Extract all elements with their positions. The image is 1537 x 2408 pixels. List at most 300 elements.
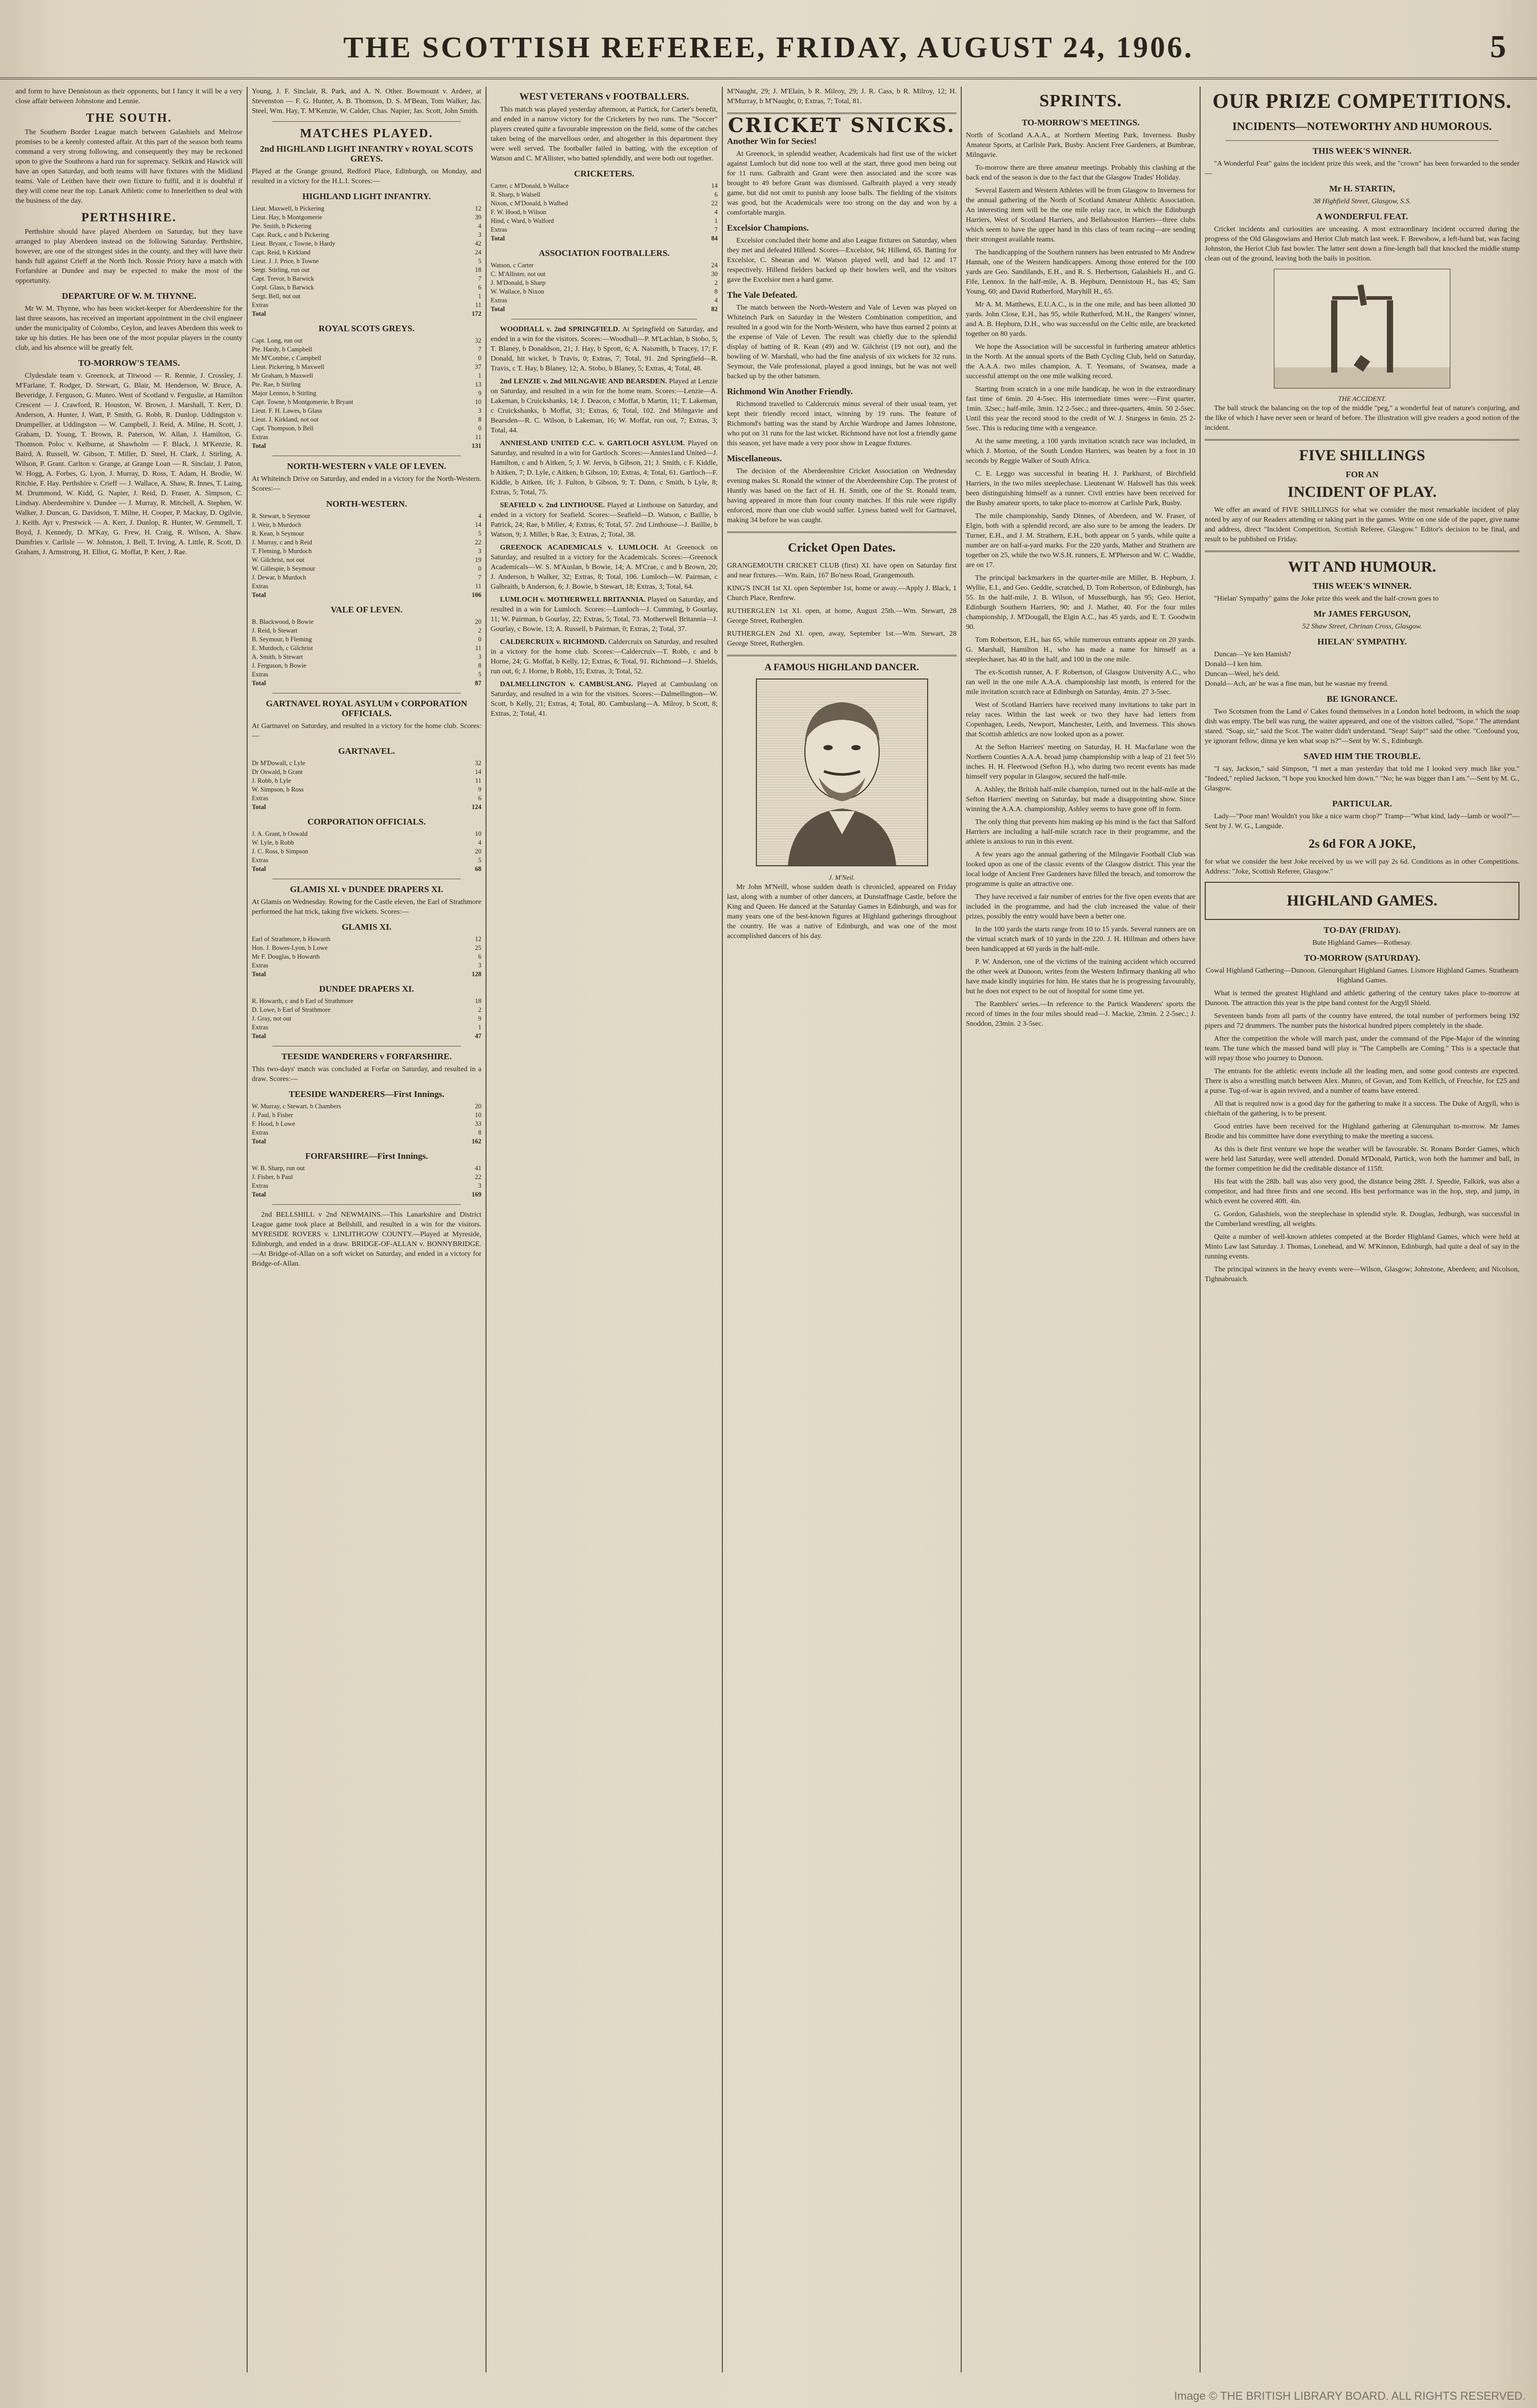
batsman: Total: [491, 305, 505, 313]
match-heading: TEESIDE WANDERERS v FORFARSHIRE.: [281, 1052, 452, 1061]
runs: 8: [478, 1129, 481, 1136]
scorecard-total: [252, 1190, 481, 1199]
scorecard-row: [252, 838, 481, 847]
stumps-illustration: [1274, 269, 1450, 389]
hg-tomorrow-heading: TO-MORROW (SATURDAY).: [1304, 953, 1420, 963]
sprints-text: In the 100 yards the starts range from 10 to 15 yards. Several runners are on the virtual scratch mark of 10 yards in the 220. J. H. Hillman and others have been handicapped at 60 yards in the half-mile.: [966, 926, 1195, 953]
sprints-heading: SPRINTS.: [1039, 91, 1122, 110]
sprints-text: At the same meeting, a 100 yards invitation scratch race was included, in which J. Morton, of the South London Harriers, was beaten by a foot in 10 seconds by Reggie Walker of South Africa.: [966, 438, 1195, 465]
scorecard-row: [252, 626, 481, 635]
batsman: Major Lennox, b Stirling: [252, 390, 316, 397]
wit-text: "Hielan' Sympathy" gains the Joke prize this week and the half-crown goes to: [1214, 595, 1439, 603]
match-heading: ANNIESLAND UNITED C.C. v. GARTLOCH ASYLUM.: [500, 440, 685, 447]
batsman: Extras: [252, 583, 268, 590]
batsman: J. C. Ross, b Simpson: [252, 848, 309, 855]
batsman: Capt. Long, run out: [252, 337, 303, 344]
runs: 6: [478, 284, 481, 291]
wit-winner-name: Mr JAMES FERGUSON,: [1313, 609, 1411, 619]
batsman: Mr Graham, b Maxwell: [252, 372, 313, 379]
five-shillings-sub: FOR AN: [1346, 470, 1379, 479]
batsman: J. Fisher, b Paul: [252, 1173, 293, 1181]
south-text: The Southern Border League match between Galashiels and Melrose promises to be a keenly contested affair. At this part of the season both teams command a very strong following, and consequently they may be reckoned upon to give the Southrons a hard run for supremacy. Selkirk and Hawick will have an open Saturday, and both teams will have fixtures with the Midland teams. Vale of Leithen have their own fixture to fulfil, and it is doubtful if they will come near the top. Lanark Athletic come to Innerleithen to deal with the business of the day.: [15, 128, 242, 205]
match-heading: DALMELLINGTON v. CAMBUSLANG.: [500, 681, 633, 688]
dancer-text: Mr John M'Neill, whose sudden death is chronicled, appeared on Friday last, along with a number of other dancers, at Dunstaffnage Castle, before the King and Queen. He danced at the Saturday Games in Edinburgh, and was for many years one of the best-known figures at Highland gatherings throughout the country. He was a native of Edinburgh, and was one of the most accomplished dancers of his day.: [727, 883, 957, 940]
scorecard-row: [252, 1164, 481, 1173]
team-heading: GARTNAVEL.: [338, 746, 395, 756]
runs: 87: [475, 680, 481, 687]
scorecard-row: [252, 239, 481, 248]
sprints-text: Tom Robertson, E.H., has 65, while numerous entrants appear on 20 yards. G. Marshall, Hamilton H., who has made a name for himself as a steeplechaser, has 40 in the half, and 100 in the one mile.: [966, 636, 1195, 664]
scorecard-row: [252, 222, 481, 231]
runs: 32: [475, 337, 481, 344]
scorecard-row: [252, 512, 481, 521]
scorecard-total: [252, 803, 481, 812]
batsman: Dr Oswald, b Grant: [252, 768, 303, 775]
scorecard-row: [252, 573, 481, 582]
open-date-item: GRANGEMOUTH CRICKET CLUB (first) XI. have open on Saturday first and near fixtures.—Wm. Rain, 167 Bo'ness Road, Grangemouth.: [727, 562, 957, 579]
scorecard: [252, 336, 481, 450]
sprints-text: A. Ashley, the British half-mile champion, turned out in the half-mile at the Sefton Harriers' meeting on Saturday, but made a disappointing show. Since winning the A.A.A. championship, Ashley seems to have gone off in form.: [966, 786, 1195, 813]
runs: 18: [475, 997, 481, 1005]
incident-of-play-heading: INCIDENT OF PLAY.: [1287, 483, 1437, 500]
runs: 22: [475, 539, 481, 546]
batsman: Lieut. Hay, b Montgomerie: [252, 214, 322, 221]
runs: 5: [478, 856, 481, 864]
match-text: Played at Cambuslang on Saturday, and resulted in a win for the visitors. Scores:—Dalmellington—W. Scott, b Kelly, 21; Extras, 4; Total, 80. Cambuslang—A. Milroy, b Scott, 8; Extras, 2; Total, 41.: [491, 681, 718, 718]
snick-title: Another Win for Secies!: [727, 136, 817, 146]
sprints-text: Starting from scratch in a one mile handicap, he won in the extraordinary fast time of 6min. 20 4-5sec. His intermediate times were:—First quarter, 1min. 32sec.; half-mile, 3min. 12 2-5sec.; and three-quarters, 4min. 50 2-5sec. Until this year the record stood to the credit of W. J. Sturgess in 6min. 25 2-5sec. This is reducing time with a vengeance.: [966, 385, 1195, 432]
south-heading: THE SOUTH.: [86, 111, 172, 125]
runs: 6: [478, 953, 481, 960]
batsman: Lieut. J. Kirkland, not out: [252, 416, 319, 423]
scorecard-row: [491, 190, 718, 199]
wit-winner-address: 52 Shaw Street, Chrinan Cross, Glasgow.: [1302, 623, 1422, 631]
runs: 3: [478, 962, 481, 969]
joke-prize-heading: 2s 6d FOR A JOKE,: [1308, 837, 1416, 851]
batsman: Extras: [252, 1182, 268, 1189]
scorecard-row: [252, 644, 481, 653]
hg-today-list: Bute Highland Games—Rothesay.: [1312, 939, 1412, 947]
highland-games-box: [1205, 882, 1519, 920]
batsman: B. Seymour, b Fleming: [252, 636, 312, 643]
batsman: Capt. Reid, b Kirkland: [252, 249, 311, 256]
column-rule: [247, 87, 248, 2372]
batsman: J. M'Donald, b Sharp: [491, 279, 546, 286]
dancer-portrait-drawing: [757, 680, 927, 865]
scorecard: [252, 1164, 481, 1199]
match-heading: 2nd LENZIE v. 2nd MILNGAVIE AND BEARSDEN.: [500, 378, 667, 385]
hg-text: Seventeen bands from all parts of the country have entered, the total number of performers being 192 pipers and 72 drummers. The number puts the historical hundred pipers completely in the shade.: [1205, 1012, 1519, 1030]
snick-title: Richmond Win Another Friendly.: [727, 386, 853, 396]
sprints-text: At the Sefton Harriers' meeting on Saturday, H. H. Macfarlane won the Northern Counties A.A.A. broad jump championship with a leap of 21 feet 5½ inches. H. H. Fleetwood (Sefton H.), who during two recent events has made himself very popular in Glasgow, secured the half-mile.: [966, 744, 1195, 781]
matches-played-heading: MATCHES PLAYED.: [300, 127, 433, 140]
joke-heading: PARTICULAR.: [1332, 799, 1392, 809]
five-shillings-heading: FIVE SHILLINGS: [1299, 447, 1426, 464]
snick-text: The decision of the Aberdeenshire Cricket Association on Wednesday evening makes St. Ronald the winner of the Aberdeenshire Cup. The protest of Huntly was based on the fact of H. H. Smith, one of the St. Ronald team, having appeared in more than four county matches. If this rule were rigidly enforced, more than one club would suffer. Lyness batted well for Gartnavel, making 34 before he was caught.: [727, 467, 957, 524]
sprints-text: The handicapping of the Southern runners has been entrusted to Mr Andrew Hannah, one of the Western handicappers. Among those entered for the 100 yards are Geo. Sandilands, E.H., and R. S. Herbertson, Galashiels H., and G. Fife, Lennox. In the half-mile, A. B. Hepburn, Dennistoun H., has 45; Sam Young, 60; and David Rutherford, Maryhill H., 65.: [966, 249, 1195, 296]
runs: 84: [711, 235, 718, 242]
scorecard-row: [252, 1006, 481, 1014]
scorecard-row: [252, 363, 481, 371]
runs: 68: [475, 865, 481, 872]
perthshire-text: Perthshire should have played Aberdeen on Saturday, but they have arranged to play Aberdeen instead on the following Saturday. Perthshire, however, are one of the strongest sides in the county, and they will have their hands full against Crieff at the North Inch. Rossie Priory have a match with Forfarshire at Dundee and may be expected to make the most of the opportunity.: [15, 228, 242, 285]
batsman: Extras: [252, 433, 268, 441]
col4-intro: M'Naught, 29; J. M'Elain, b R. Milroy, 29; J. R. Cass, b R. Milroy, 12; H. M'Murray, b M'Naught, 0; Extras, 7; Total, 81.: [727, 88, 957, 105]
runs: 3: [478, 547, 481, 555]
runs: 0: [478, 354, 481, 362]
runs: 11: [475, 583, 481, 590]
scorecard-row: [252, 830, 481, 838]
runs: 11: [475, 433, 481, 441]
open-date-item: RUTHERGLEN 2nd XI. open, away, September 1st.—Wm. Stewart, 28 George Street, Rutherglen.: [727, 630, 957, 648]
scorecard-row: [252, 582, 481, 591]
hg-text: His feat with the 28lb. ball was also very good, the distance being 28ft. J. Speedie, Falkirk, was also a competitor, and had three firsts and one second. His best performance was in the hop, step, and jump, in which event he covered 40ft. 4in.: [1205, 1178, 1519, 1205]
runs: 2: [478, 627, 481, 634]
scorecard: [491, 182, 718, 243]
batsman: Pte. Hardy, b Campbell: [252, 346, 312, 353]
team-heading: DUNDEE DRAPERS XI.: [319, 984, 414, 994]
dancer-caption: J. M'Neil.: [829, 874, 855, 881]
scorecard-row: [252, 653, 481, 661]
runs: 0: [478, 425, 481, 432]
scorecard-row: [252, 415, 481, 424]
column-rule: [486, 87, 487, 2372]
scorecard-row: [252, 564, 481, 573]
runs: 24: [475, 249, 481, 256]
snick-text: Excelsior concluded their home and also League fixtures on Saturday, when they met and defeated Hillend. Scores—Excelsior, 94; Hillend, 65. Batting for Excelsior, C. Shearan and W. Watson played well, and had 12 and 17 respectively. Hillend fielders backed up their bowlers well, and the visitors gave the Excelsior men a hard game.: [727, 237, 957, 284]
batsman: Lieut. Bryant, c Towne, b Hardy: [252, 240, 336, 247]
scorecard-row: [252, 407, 481, 415]
scorecard: [252, 997, 481, 1041]
sprints-text: P. W. Anderson, one of the victims of the training accident which occurred the other week at Dunoon, writes from the Western Infirmary thanking all who have made kindly inquiries for him. He states that he is progressing favourably, but he does not expect to be out of hospital for some time yet.: [966, 958, 1195, 995]
scorecard-row: [252, 997, 481, 1006]
batsman: J. Ferguson, b Bowie: [252, 662, 306, 669]
runs: 19: [475, 556, 481, 563]
page-number: 5: [1490, 29, 1506, 64]
scorecard-total: [491, 305, 718, 314]
column-2: [252, 87, 481, 2372]
hg-text: Quite a number of well-known athletes competed at the Border Highland Games, which were held at Minto Law last Saturday. J. Thomas, Lonehead, and W. M'Kinnon, Edinburgh, had quite a deal of say in the running events.: [1205, 1233, 1519, 1260]
batsman: Lieut. Pickering, b Maxwell: [252, 363, 325, 370]
scorecard-row: [252, 398, 481, 407]
sprints-text: The mile championship, Sandy Dinnes, of Aberdeen, and W. Fraser, of Elgin, both with a splendid record, are also sure to be among the leaders. Dr Turner, E.H., and J. M. Strathern, E.H., both appear on 5 yards, while quite a number are on half-a-yard marks. For the 220 yards, Mather and Strathern are together on 25, while the two W.S.H. runners, E. M'Pherson and W. C. Waddie, are on 17.: [966, 512, 1195, 569]
batsman: F. W. Hood, b Wilson: [491, 208, 546, 216]
runs: 14: [475, 768, 481, 775]
teams-text: Clydesdale team v. Greenock, at Titwood — R. Rennie, J. Crossley, J. M'Farlane, T. Rodger, D. Stewart, G. Blair, M. Henderson, W. Bruce, A. Beveridge, J. Ferguson, G. Munro. West of Scotland v. Ferguslie, at Hamilton Crescent — J. Crawford, R. Houston, W. Brown, J. Marshall, T. Kerr, D. Anderson, A. Hunter, J. Watt, P. Smith, G. Robb, R. Dunlop. Uddingston v. Drumpellier, at Uddingston — W. Campbell, J. Reid, A. Milne, H. Scott, J. Graham, D. Young, T. Brown, R. Paterson, W. Allan, J. Hamilton, G. Thomson. Poloc v. Kelburne, at Shawholm — F. Black, J. M'Kenzie, R. Baird, A. Russell, W. Gibson, T. Miller, D. Steel, H. Clark, J. Stirling, A. Wilson, P. Grant. Carlton v. Grange, at Grange Loan — R. Sinclair, J. Paton, W. Hogg, A. Forbes, G. Lyon, J. Murray, D. Ross, T. Adam, H. Brodie, W. Ritchie, F. Hay. Perthshire v. Crieff — J. Wallace, A. Shaw, R. Innes, T. Laing, M. Drummond, W. Kidd, G. Napier, J. Reid, D. Fraser, A. Simpson, C. Lindsay. Aberdeenshire v. Dundee — J. Murray, R. Mitchell, A. Stephen, W. Walker, J. Duncan, G. Davidson, T. Milne, H. Cooper, P. Mackay, D. Ogilvie, J. Keith. Ayr v. Prestwick — A. Kerr, J. Dunlop, R. Hunter, W. Gemmell, T. Boyd, J. Kennedy, D. M'Kay, G. Frew, H. Craig, R. Wilson, A. Shaw. Dumfries v. Carlisle — W. Johnston, J. Bell, T. Irving, A. Little, R. Scott, D. Graham, J. Armstrong, H. Elliot, G. Moffat, P. Kerr, J. Rae.: [15, 372, 242, 556]
runs: 7: [714, 226, 718, 233]
batsman: W. Murray, c Stewart, b Chambers: [252, 1103, 341, 1110]
runs: 41: [475, 1165, 481, 1172]
col2-tail: 2nd BELLSHILL v 2nd NEWMAINS.—This Lanarkshire and District League game took place at Bellshill, and resulted in a win for the visitors. MYRESIDE ROVERS v. LINLITHGOW COUNTY.—Played at Myreside, Edinburgh, and ended in a draw. BRIDGE-OF-ALLAN v. BONNYBRIDGE.—At Bridge-of-Allan on a soft wicket on Saturday, and ended in a victory for Bridge-of-Allan.: [252, 1211, 481, 1268]
sprints-text: We hope the Association will be successful in furthering amateur athletics in the North. At the annual sports of the Bath Cycling Club, held on Saturday, the A.A.A. two miles champion, A. T. Yeomans, of Swansea, made a successful attempt on the one mile walking record.: [966, 343, 1195, 380]
scorecard-row: [252, 1014, 481, 1023]
batsman: F. Hood, b Lowe: [252, 1120, 296, 1127]
column-rule: [1200, 87, 1201, 2372]
runs: 169: [472, 1191, 481, 1198]
team-heading: TEESIDE WANDERERS—First Innings.: [288, 1089, 445, 1099]
scorecard-row: [252, 670, 481, 679]
joke-heading: BE IGNORANCE.: [1326, 694, 1398, 704]
open-date-item: RUTHERGLEN 1st XI. open, at home, August 25th.—Wm. Stewart, 28 George Street, Rutherglen.: [727, 607, 957, 625]
match-text: At Springfield on Saturday, and ended in a win for the visitors. Scores:—Woodhall—P. M'Lachlan, b Stobo, 5; T. Blaney, b Donaldson, 21; J. Hay, b Sprott, 6; A. Naismith, b Tracey, 17; F. Donald, hit wicket, b Travis, 0; Extras, 7; Total, 91. 2nd Springfield—R. Travis, c T. Hay, b Blaney, 12; A. Stobo, b Blaney, 5; Extras, 4; Total, 48.: [491, 326, 718, 373]
col2-intro: Young, J. F. Sinclair, R. Park, and A. N. Other. Bowmount v. Ardeer, at Stevenston — F. G. Hunter, A. B. Thomson, D. S. M'Bean, Tom Walker, Jas. Steel, Wm. Hay, T. M'Kenzie, W. Calder, Chas. Napier, Jas. Scott, John Smith.: [252, 88, 481, 115]
batsman: Capt. Trevor, b Barwick: [252, 275, 314, 282]
team-heading: VALE OF LEVEN.: [330, 605, 403, 615]
feat-heading: A WONDERFUL FEAT.: [1316, 212, 1409, 221]
scorecard-total: [491, 234, 718, 243]
runs: 11: [475, 644, 481, 652]
hg-text: As this is their first venture we hope the weather will be favourable. St. Ronans Border Games, which were held last Saturday, were well attended. Donald M'Donald, Partick, won both the hammer and ball, in the former competition he did the creditable distance of 115ft.: [1205, 1145, 1519, 1173]
scorecard-row: [252, 1182, 481, 1190]
sprints-text: The Ramblers' series.—In reference to the Partick Wanderers' sports the record of times in the four miles should read—J. Mackie, 23min. 2 2-5sec.; J. Snoddon, 23min. 2 3-5sec.: [966, 1000, 1195, 1028]
hg-text: What is termed the greatest Highland and athletic gathering of the century takes place to-morrow at Dunoon. The attraction this year is the pipe band contest for the Argyll Shield.: [1205, 990, 1519, 1007]
match-intro: At Whiteinch Drive on Saturday, and ended in a victory for the North-Western. Scores:—: [252, 475, 481, 493]
runs: 47: [475, 1032, 481, 1040]
scorecard-row: [252, 1023, 481, 1032]
batsman: W. Gilchrist, not out: [252, 556, 304, 563]
runs: 10: [475, 398, 481, 406]
batsman: Corpl. Glass, b Barwick: [252, 284, 314, 291]
joke-prize-text: for what we consider the best Joke received by us we will pay 2s 6d. Conditions as in other Competitions. Address: "Joke, Scottish Referee, Glasgow.": [1205, 858, 1519, 876]
batsman: Total: [252, 865, 266, 872]
match-intro: At Gartnavel on Saturday, and resulted in a victory for the home club. Scores:—: [252, 722, 481, 740]
batsman: J. Weir, b Murdoch: [252, 521, 301, 528]
thynne-text: Mr W. M. Thynne, who has been wicket-keeper for Aberdeenshire for the last three seasons, has received an important appointment in the civil engineer under the municipality of Colombo, Ceylon, and leaves Aberdeen this week to take up his duties. He has been one of the most popular players in the county club, and his absence will be greatly felt.: [15, 305, 242, 352]
sprints-text: The only thing that prevents him making up his mind is the fact that Salford Harriers are including a half-mile scratch race in their programme, and the athlete is anxious to run in this event.: [966, 818, 1195, 846]
runs: 162: [472, 1138, 481, 1145]
scorecard-row: [252, 231, 481, 239]
scorecard-row: [491, 261, 718, 270]
match-heading: GLAMIS XI. v DUNDEE DRAPERS XI.: [289, 884, 444, 894]
prize-competitions-heading: OUR PRIZE COMPETITIONS.: [1212, 89, 1512, 112]
scorecard-row: [252, 768, 481, 777]
match-text: At Greenock on Saturday, and resulted in a victory for the Academicals. Scores:—Greenock Academicals—W. S. M'Auslan, b Bowie, 14; A. M'Crae, c and b Brown, 20; J. Anderson, b Walker, 32; Extras, 8; Total, 106. Lumloch—W. Pairman, c Galbraith, b Anderson, 6; J. Bowie, b Stewart, 18; Extras, 3; Total, 64.: [491, 544, 718, 591]
runs: 2: [478, 1006, 481, 1013]
batsman: R. Howarth, c and b Earl of Strathmore: [252, 997, 353, 1005]
scorecard: [252, 204, 481, 318]
scorecard-row: [252, 952, 481, 961]
joke-heading: HIELAN' SYMPATHY.: [1317, 637, 1407, 647]
scorecard-total: [252, 970, 481, 979]
batsman: B. Blackwood, b Bowie: [252, 618, 314, 625]
scorecard-total: [252, 865, 481, 874]
batsman: W. Gillespie, b Seymour: [252, 565, 315, 572]
column-3: [491, 87, 718, 2372]
incidents-heading: INCIDENTS—NOTEWORTHY AND HUMOROUS.: [1232, 120, 1492, 133]
sprints-text: Several Eastern and Western Athletes will be from Glasgow to Inverness for the annual gathering of the North of Scotland Amateur Athletic Association. An interesting item will be the one mile relay race, in which the Edinburgh Harriers, West of Scotland Harriers, and Bellahouston Harriers—three clubs which seem to have the upper hand in this class of team racing—are sending their strongest available teams.: [966, 187, 1195, 244]
sprints-text: The principal backmarkers in the quarter-mile are Miller, B. Hepburn, J. Wyllie, E.I., and Geo. Geddie, scratched, D. Tom Robertson, of Edinburgh, has 55. In the half-mile, J. B. Wilson, of Musselburgh, has 95; Geo. Heriot, Edinburgh Southern Harriers, 90; and J. Mather, 40. For the four miles championship, J. M'Dougall, the Elgin A.C., has 45 yards, and E. T. Goodwin 90.: [966, 574, 1195, 631]
snick-title: The Vale Defeated.: [727, 290, 798, 300]
runs: 3: [478, 1182, 481, 1189]
sprints-text: Mr A. M. Matthews, E.U.A.C., is in the one mile, and has been allotted 30 yards. John Close, E.H., has 95, while Rutherford, M.H., the Rangers' winner, and A. B. Hepburn, D.H., who was successful on the Celtic mile, are bracketed together on 80 yards.: [966, 301, 1195, 338]
runs: 12: [475, 205, 481, 212]
runs: 5: [478, 671, 481, 678]
batsman: J. Reid, b Stewart: [252, 627, 298, 634]
dancer-portrait: [756, 678, 928, 866]
scorecard-row: [252, 794, 481, 803]
cricket-snicks-heading: CRICKET SNICKS.: [728, 114, 956, 137]
column-1: [15, 87, 242, 2372]
batsman: J. A. Grant, b Oswald: [252, 830, 308, 837]
runs: 3: [478, 653, 481, 660]
col1-intro: and form to have Dennistoun as their opponents, but I fancy it will be a very close affair between Johnstone and Lennie.: [15, 88, 242, 105]
scorecard-row: [491, 287, 718, 296]
batsman: Lieut. F. H. Lawes, b Glass: [252, 407, 322, 414]
scorecard-row: [252, 785, 481, 794]
team-heading: NORTH-WESTERN.: [326, 499, 407, 509]
runs: 8: [478, 416, 481, 423]
match-heading: WOODHALL v. 2nd SPRINGFIELD.: [500, 326, 620, 333]
scorecard-row: [252, 266, 481, 274]
batsman: Watson, c Carter: [491, 262, 534, 269]
runs: 1: [478, 1024, 481, 1031]
runs: 33: [475, 1120, 481, 1127]
batsman: W. Wallace, b Nixon: [491, 288, 544, 295]
scorecard: [252, 1102, 481, 1146]
runs: 1: [478, 372, 481, 379]
runs: 8: [478, 662, 481, 669]
sprints-text: The ex-Scottish runner, A. F. Robertson, of Glasgow University A.C., who ran well in the one mile A.A.A. championship last month, is entered for the mile invitation scratch race at Edinburgh on Saturday, 4min. 27 3-5sec.: [966, 669, 1195, 696]
runs: 9: [478, 1015, 481, 1022]
batsman: Extras: [491, 226, 507, 233]
scorecard-row: [252, 935, 481, 944]
batsman: J. Robb, b Lyle: [252, 777, 292, 784]
runs: 0: [478, 636, 481, 643]
scorecard-row: [252, 635, 481, 644]
match-intro: Played at the Grange ground, Redford Place, Edinburgh, on Monday, and resulted in a victory for the H.L.I. Scores:—: [252, 168, 481, 185]
batsman: Capt. Ruck, c and b Pickering: [252, 231, 329, 238]
batsman: Total: [252, 310, 266, 317]
snick-text: The match between the North-Western and Vale of Leven was played on Whiteinch Park on Saturday in the Western Combination competition, and resulted in a good win for the North-Western, who have thus earned 2 points at the expense of Vale of Leven. The result was chiefly due to the splendid display of batting of R. Kean (49) and W. Gilchrist (19 not out), and the bowling of W. Marshall, who had the fine analysis of six wickets for 32 runs. Seymour, the Vale professional, played a good innings, but he was not well backed up by the other batsmen.: [727, 304, 957, 380]
batsman: Total: [491, 235, 505, 242]
scorecard-row: [252, 292, 481, 301]
wit-humour-heading: WIT AND HUMOUR.: [1288, 558, 1436, 575]
scorecard-row: [252, 847, 481, 856]
scorecard-row: [252, 336, 481, 345]
runs: 20: [475, 848, 481, 855]
runs: 37: [475, 363, 481, 370]
batsman: Extras: [252, 301, 268, 309]
batsman: Hon. J. Bowes-Lyon, b Lowe: [252, 944, 328, 951]
scorecard-row: [252, 345, 481, 354]
scorecard-row: [252, 301, 481, 310]
batsman: Total: [252, 680, 266, 687]
runs: 8: [714, 288, 718, 295]
runs: 4: [714, 297, 718, 304]
column-4: [727, 87, 957, 2372]
teams-heading: TO-MORROW'S TEAMS.: [78, 358, 180, 368]
scorecard-row: [252, 213, 481, 222]
batsman: Dr M'Dowall, c Lyle: [252, 759, 305, 767]
runs: 124: [472, 803, 481, 811]
scorecard-total: [252, 591, 481, 600]
sprints-text: A few years ago the annual gathering of the Milngavie Football Club was looked upon as one of the classic events of the Glasgow district. This year the local lodge of Ancient Free Gardeners have filled the breach, and tomorrow the programme is quite an attractive one.: [966, 851, 1195, 888]
masthead-title: THE SCOTTISH REFEREE, FRIDAY, AUGUST 24, 1906.: [343, 30, 1194, 64]
batsman: J. Dewar, b Murdoch: [252, 574, 306, 581]
perthshire-heading: PERTHSHIRE.: [81, 211, 177, 224]
accident-caption: THE ACCIDENT.: [1338, 395, 1386, 402]
match-intro: At Glamis on Wednesday. Rowing for the Castle eleven, the Earl of Strathmore performed the hat trick, taking five wickets. Scores:—: [252, 898, 481, 916]
scorecard-row: [252, 1102, 481, 1111]
team-heading: CORPORATION OFFICIALS.: [307, 817, 426, 827]
runs: 30: [711, 270, 718, 278]
scorecard: [252, 830, 481, 874]
joke-text: Lady—"Poor man! Wouldn't you like a nice warm chop?" Tramp—"What kind, lady—lamb or wool?"—Sent by J. W. G., Langside.: [1205, 813, 1519, 830]
runs: 3: [478, 407, 481, 414]
scorecard-total: [252, 310, 481, 318]
scorecard-row: [252, 248, 481, 257]
batsman: J. Murray, c and b Reid: [252, 539, 312, 546]
scorecard-total: [252, 442, 481, 450]
runs: 4: [714, 208, 718, 216]
match-text: This match was played yesterday afternoon, at Partick, for Carter's benefit, and ended in a narrow victory for the Cricketers by two runs. The "Soccer" players created quite a favourable impression on the field, some of the catches taken being of the marvellous order, and altogether in this department they were well served. The footballer failed in batting, with the exception of Watson and C. M'Allister, who batted splendidly, and were both out together.: [491, 106, 718, 163]
column-5: [966, 87, 1195, 2372]
runs: 7: [478, 275, 481, 282]
scorecard: [252, 935, 481, 979]
scorecard-total: [252, 1137, 481, 1146]
match-heading: WEST VETERANS v FOOTBALLERS.: [519, 91, 689, 102]
joke-heading: SAVED HIM THE TROUBLE.: [1303, 751, 1421, 761]
scorecard-total: [252, 1032, 481, 1041]
batsman: W. B. Sharp, run out: [252, 1165, 305, 1172]
batsman: Total: [252, 1191, 266, 1198]
batsman: A. Smith, b Stewart: [252, 653, 303, 660]
scorecard-row: [252, 433, 481, 442]
scorecard-row: [252, 547, 481, 556]
batsman: Carter, c M'Donald, b Wallace: [491, 182, 569, 189]
runs: 131: [472, 442, 481, 449]
batsman: Extras: [252, 671, 268, 678]
batsman: Extras: [252, 1129, 268, 1136]
snick-title: Excelsior Champions.: [727, 223, 809, 233]
scorecard-row: [252, 521, 481, 529]
wit-winner-heading: THIS WEEK'S WINNER.: [1313, 581, 1412, 591]
scorecard-row: [252, 529, 481, 538]
hg-tomorrow-list: Cowal Highland Gathering—Dunoon. Glenurquhart Highland Games. Lismore Highland Games. Strathearn Highland Games.: [1205, 967, 1519, 984]
scorecard-row: [252, 961, 481, 970]
scorecard-row: [252, 618, 481, 626]
match-text: Caldercruix on Saturday, and resulted in a victory for the home club. Scores:—Caldercruix—T. Robb, c and b Horne, 24; G. Moffat, b Kelly, 12; Extras, 6; Total, 91. Richmond—J. Shields, run out, 6; J. Horne, b Robb, 15; Extras, 3; Total, 52.: [491, 638, 718, 675]
runs: 32: [475, 759, 481, 767]
scorecard-row: [491, 199, 718, 208]
runs: 5: [478, 257, 481, 265]
team-heading: HIGHLAND LIGHT INFANTRY.: [302, 191, 431, 201]
team-heading: FORFARSHIRE—First Innings.: [305, 1151, 428, 1161]
scorecard-row: [252, 354, 481, 363]
batsman: R. Kean, b Seymour: [252, 530, 304, 537]
scorecard-row: [491, 182, 718, 190]
column-6: [1205, 87, 1519, 2372]
match-text: Played at Linthouse on Saturday, and ended in a victory for Seafield. Scores:—Seafield—D. Watson, c Baillie, b Patrick, 24; Rae, b Miller, 4; Extras, 6; Total, 57. 2nd Linthouse—J. Baillie, b Watson, 9; J. Miller, b Rae, 3; Extras, 2; Total, 38.: [491, 502, 718, 539]
runs: 128: [472, 971, 481, 978]
batsman: W. Lyle, b Robb: [252, 839, 294, 846]
snick-text: At Greenock, in splendid weather, Academicals had first use of the wicket against Lumloch but did none too well at the start, three good men being out for 11 runs. Galbraith and Grant were then associated and the score was brought to 49 before Grant was dismissed. Galbraith played a very steady game, but did not omit to punish any loose balls. The fielding of the visitors was good, but the Academicals were too strong on the day and won by a comfortable margin.: [727, 150, 957, 217]
masthead: [0, 21, 1537, 79]
batsman: T. Fleming, b Murdoch: [252, 547, 312, 555]
team-heading: GLAMIS XI.: [342, 922, 392, 932]
scorecard-row: [252, 759, 481, 768]
scorecard-row: [252, 380, 481, 389]
open-dates-list: [727, 561, 957, 649]
winner-address: 38 Highfield Street, Glasgow, S.S.: [1313, 198, 1411, 205]
batsman: Pte. Smith, b Pickering: [252, 222, 312, 230]
runs: 22: [711, 200, 718, 207]
runs: 7: [478, 346, 481, 353]
hg-text: G. Gordon, Galashiels, won the steeplechase in splendid style. R. Douglas, Jedburgh, was successful in the Cumberland wrestling, all weights.: [1205, 1210, 1519, 1228]
runs: 42: [475, 240, 481, 247]
scorecard-row: [252, 1173, 481, 1182]
runs: 25: [475, 944, 481, 951]
